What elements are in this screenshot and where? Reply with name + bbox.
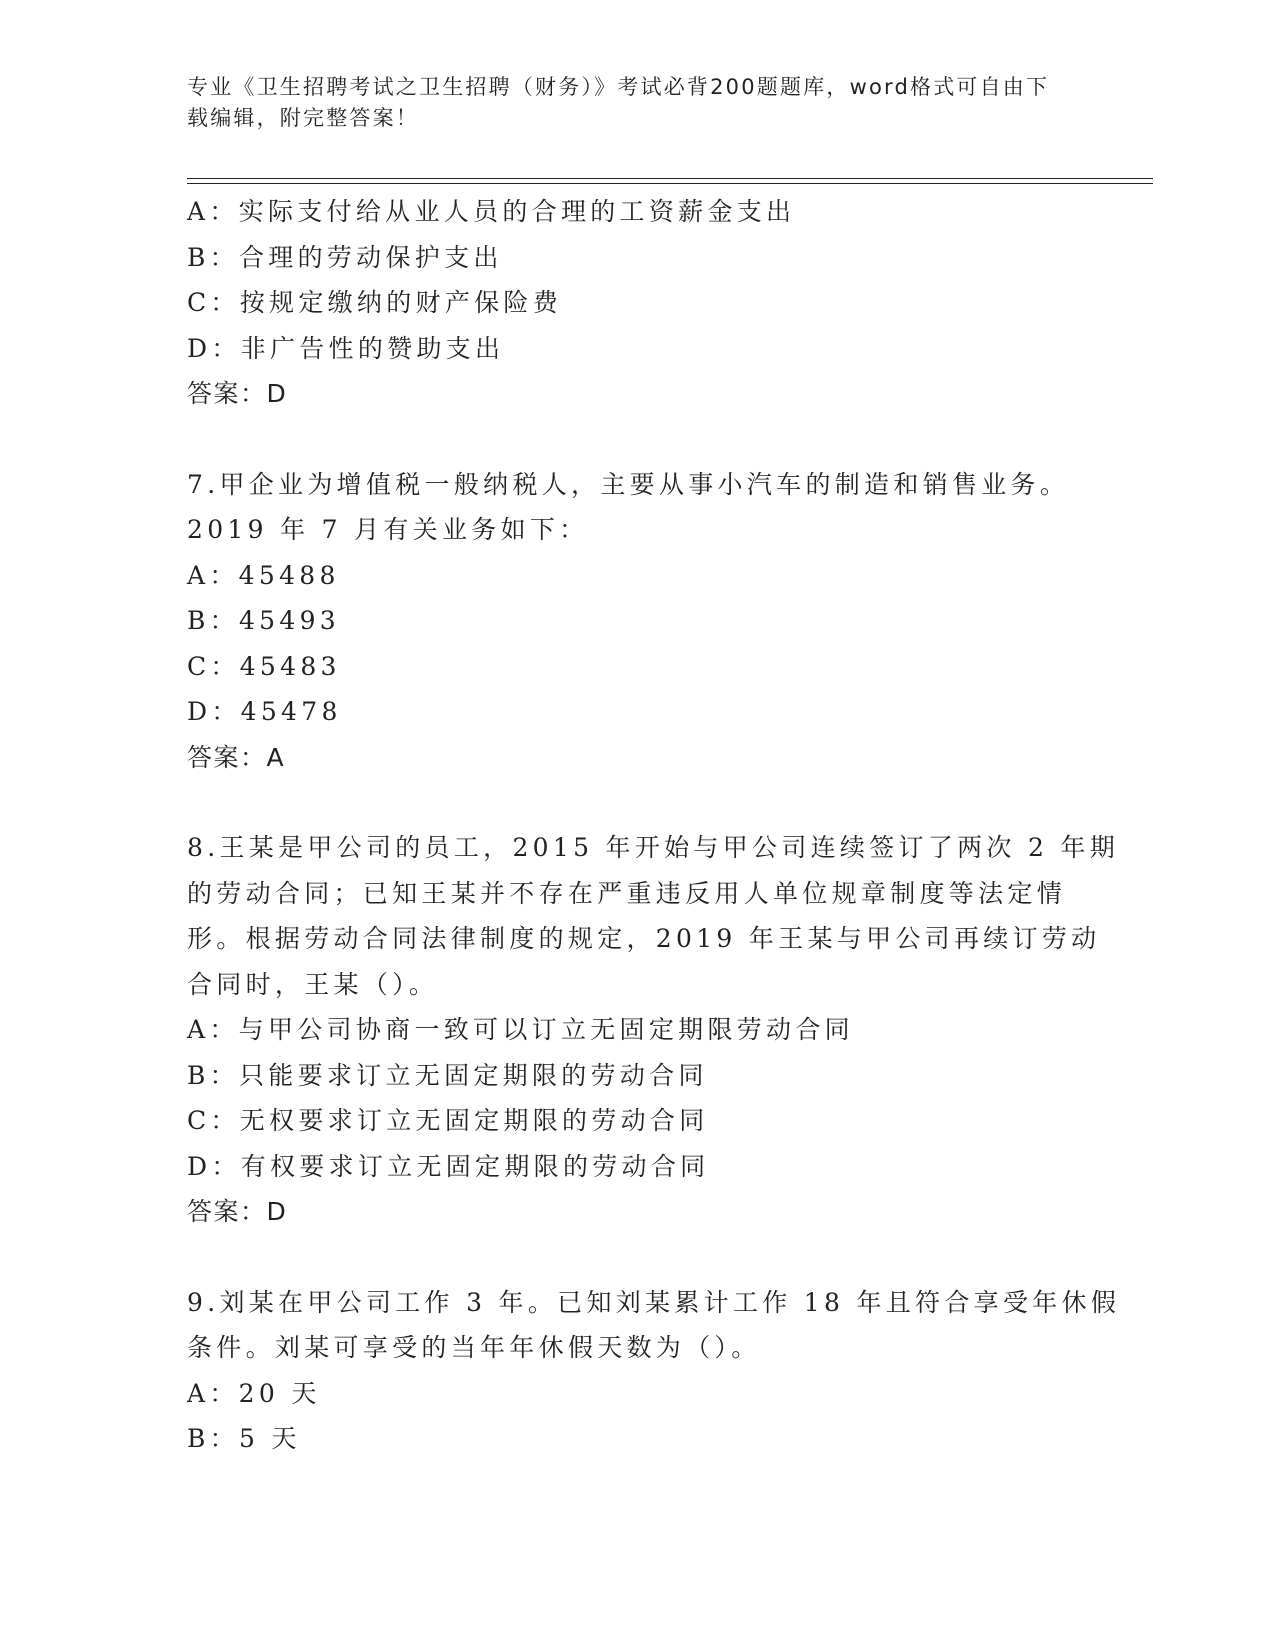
document-body — [187, 189, 1121, 1462]
question-text-line: 合同时，王某（）。 — [187, 969, 439, 999]
option-b: B：5 天 — [187, 1424, 301, 1453]
spacer — [187, 780, 1087, 825]
option-c: C：无权要求订立无固定期限的劳动合同 — [187, 1106, 709, 1135]
option-d: D：45478 — [187, 697, 342, 726]
option-b: B：只能要求订立无固定期限的劳动合同 — [187, 1060, 708, 1090]
question-text-line: 形。根据劳动合同法律制度的规定，2019 年王某与甲公司再续订劳动 — [187, 924, 1101, 953]
option-a: A：20 天 — [187, 1378, 321, 1408]
question-7 — [187, 462, 1087, 781]
answer-label: 答案：A — [187, 742, 286, 772]
option-a: A：与甲公司协商一致可以订立无固定期限劳动合同 — [187, 1015, 854, 1044]
question-text-line: 8.王某是甲公司的员工，2015 年开始与甲公司连续签订了两次 2 年期 — [187, 833, 1120, 862]
option-b: B：合理的劳动保护支出 — [187, 242, 503, 272]
option-c: C：按规定缴纳的财产保险费 — [187, 288, 563, 317]
question-text-line: 2019 年 7 月有关业务如下： — [187, 515, 589, 544]
question-text-line: 的劳动合同；已知王某并不存在严重违反用人单位规章制度等法定情 — [187, 878, 1067, 908]
answer-label: 答案：D — [187, 379, 288, 408]
question-8 — [187, 825, 1120, 1235]
option-a: A：45488 — [187, 560, 340, 590]
header-rule-bottom — [187, 183, 1153, 184]
option-c: C：45483 — [187, 651, 341, 681]
option-d: D：有权要求订立无固定期限的劳动合同 — [187, 1151, 710, 1181]
answer-label: 答案：D — [187, 1197, 288, 1226]
question-9 — [187, 1280, 1121, 1462]
question-text-line: 9.刘某在甲公司工作 3 年。已知刘某累计工作 18 年且符合享受年休假 — [187, 1287, 1121, 1317]
question-6-tail — [187, 189, 1087, 417]
spacer — [187, 417, 1087, 462]
document-header: 专业《卫生招聘考试之卫生招聘（财务）》考试必背200题题库，word格式可自由下载编辑，附完整答案！ — [187, 75, 1050, 130]
question-text-line: 7.甲企业为增值税一般纳税人，主要从事小汽车的制造和销售业务。 — [187, 469, 1070, 499]
option-d: D：非广告性的赞助支出 — [187, 333, 505, 363]
option-b: B：45493 — [187, 606, 341, 635]
option-a: A：实际支付给从业人员的合理的工资薪金支出 — [187, 197, 796, 226]
question-text-line: 条件。刘某可享受的当年年休假天数为（）。 — [187, 1333, 761, 1362]
spacer — [187, 1235, 1087, 1280]
header-rule-top — [187, 178, 1153, 179]
